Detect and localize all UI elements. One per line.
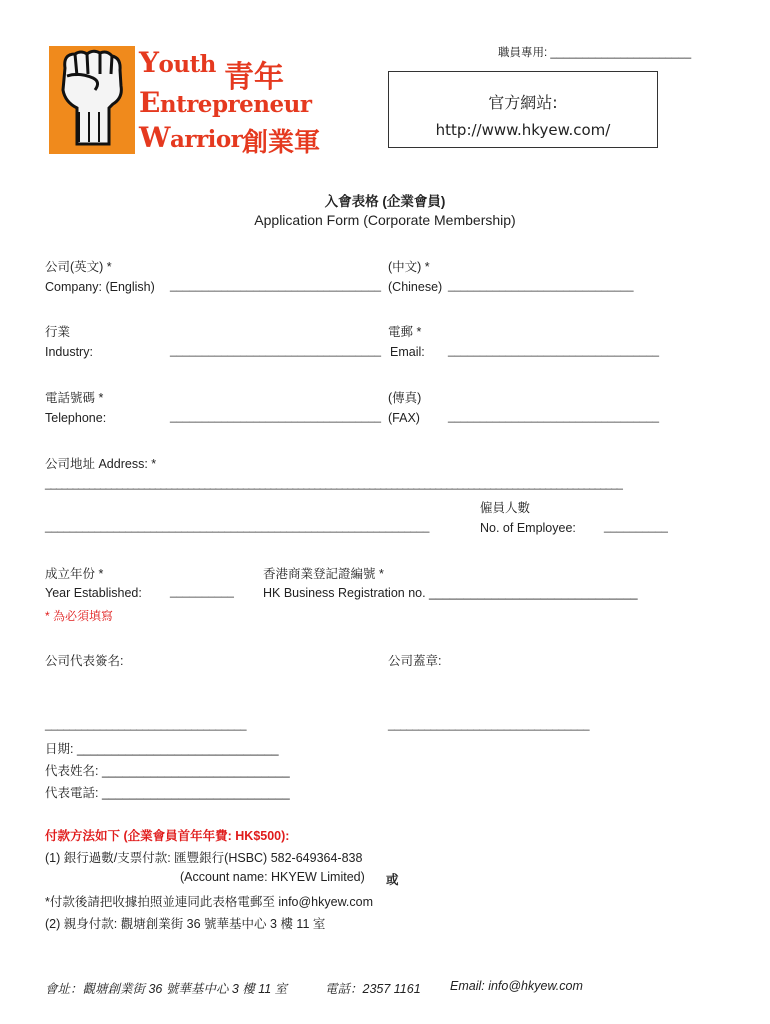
payment-title: 付款方法如下 (企業會員首年年費: HK$500): <box>45 829 290 843</box>
industry-field[interactable]: _________________________________ <box>170 345 382 357</box>
footer-email[interactable]: Email: info@hkyew.com <box>450 979 583 993</box>
payment-account-name: (Account name: HKYEW Limited) <box>180 870 365 884</box>
address-field-line-1[interactable]: _________________________________________________________________________________________________________ <box>45 478 623 490</box>
address-label: 公司地址 Address: * <box>45 457 157 471</box>
official-site-box <box>388 71 658 148</box>
logo-line-youth: Youth <box>139 46 216 79</box>
company-cn-label: 公司(英文) * <box>45 260 112 274</box>
payment-or-label: 或 <box>386 873 399 887</box>
year-established-field[interactable]: __________ <box>170 586 234 598</box>
email-label: Email: <box>390 345 425 359</box>
rep-signature-field[interactable]: _________________________________ <box>45 719 247 731</box>
employees-field[interactable]: __________ <box>604 521 668 533</box>
official-site-url[interactable]: http://www.hkyew.com/ <box>435 121 611 139</box>
footer-telephone: 電話：2357 1161 <box>325 982 421 996</box>
rep-name-field[interactable]: 代表姓名: ___________________________ <box>45 764 290 778</box>
company-english-label: Company: (English) <box>45 280 155 294</box>
year-established-cn-label: 成立年份 * <box>45 567 104 581</box>
employees-label: No. of Employee: <box>480 521 576 535</box>
address-field-line-2[interactable]: ______________________________________________________________ <box>45 521 430 533</box>
rep-signature-label: 公司代表簽名: <box>45 654 124 668</box>
employees-cn-label: 僱員人數 <box>480 501 531 515</box>
fax-cn-label: (傳真) <box>388 391 422 405</box>
year-established-label: Year Established: <box>45 586 142 600</box>
business-registration-field[interactable]: HK Business Registration no. ______________________________ <box>263 586 638 600</box>
footer-address: 會址：觀塘創業街 36 號華基中心 3 樓 11 室 <box>45 982 288 996</box>
company-chop-label: 公司蓋章: <box>388 654 442 668</box>
email-field[interactable]: _________________________________ <box>448 345 660 357</box>
company-chinese-cn-label: (中文) * <box>388 260 430 274</box>
payment-receipt-note: *付款後請把收據拍照並連同此表格電郵至 info@hkyew.com <box>45 895 374 909</box>
date-field[interactable]: 日期: _____________________________ <box>45 742 279 756</box>
official-site-label: 官方網站: <box>488 93 558 112</box>
staff-only-field: 職員專用: ______________________ <box>498 47 692 59</box>
telephone-cn-label: 電話號碼 * <box>45 391 104 405</box>
form-title-cn: 入會表格 (企業會員) <box>324 194 446 209</box>
logo-line-entrepreneur: Entrepreneur <box>139 86 312 119</box>
company-english-field[interactable]: _________________________________ <box>170 280 382 292</box>
industry-label: Industry: <box>45 345 93 359</box>
telephone-label: Telephone: <box>45 411 107 425</box>
telephone-field[interactable]: _________________________________ <box>170 411 382 423</box>
required-note: * 為必須填寫 <box>45 609 114 623</box>
fax-field[interactable]: _________________________________ <box>448 411 660 423</box>
company-chop-field[interactable]: _________________________________ <box>388 719 590 731</box>
fax-label: (FAX) <box>388 411 420 425</box>
logo-text-youth-cn: 青年 <box>224 60 284 95</box>
industry-cn-label: 行業 <box>45 325 71 339</box>
form-title-en: Application Form (Corporate Membership) <box>254 212 516 228</box>
payment-method-1: (1) 銀行過數/支票付款: 匯豐銀行(HSBC) 582-649364-838 <box>45 851 363 865</box>
payment-method-2: (2) 親身付款: 觀塘創業街 36 號華基中心 3 樓 11 室 <box>45 917 326 931</box>
company-chinese-field[interactable]: _____________________________ <box>448 280 634 292</box>
email-cn-label: 電郵 * <box>388 325 422 339</box>
business-registration-cn-label: 香港商業登記證編號 * <box>263 567 384 581</box>
rep-telephone-field[interactable]: 代表電話: ___________________________ <box>45 786 290 800</box>
logo-line-warrior: Warrior <box>139 121 243 154</box>
fist-logo-icon <box>49 46 135 154</box>
company-chinese-label: (Chinese) <box>388 280 443 294</box>
logo-text-warrior-cn: 創業軍 <box>242 128 321 158</box>
